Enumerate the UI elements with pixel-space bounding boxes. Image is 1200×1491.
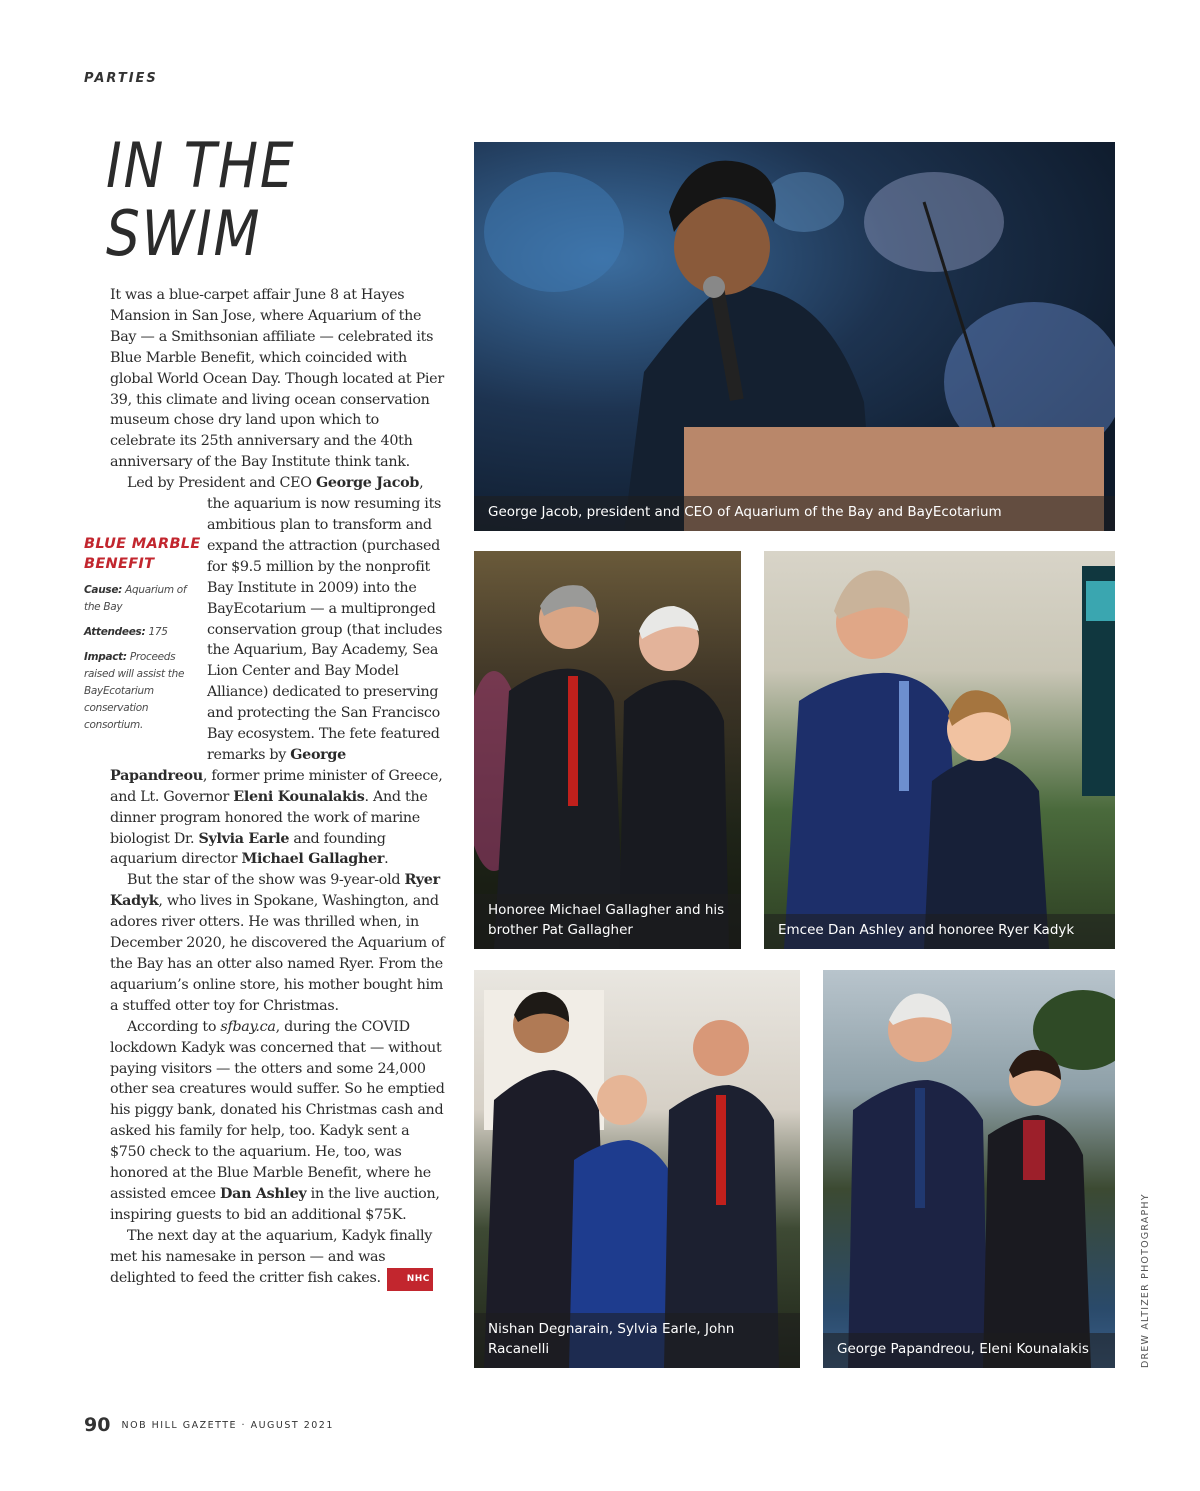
publication-name: NOB HILL GAZETTE · AUGUST 2021 bbox=[121, 1419, 334, 1431]
nhc-end-mark: NHC bbox=[387, 1268, 433, 1291]
headline-line-1: IN THE bbox=[106, 129, 296, 202]
info-sidebar bbox=[84, 494, 205, 756]
article-paragraph-2: Led by President and CEO George Jacob, bbox=[127, 475, 424, 492]
photo-illustration bbox=[764, 551, 1115, 949]
headline bbox=[106, 129, 390, 270]
article-paragraph-4: According to sfbay.ca, during the COVID lockdown Kadyk was concerned that — without paying visitors — the otters and some 24,000 other sea creatures would suffer. So he emptied his piggy bank, donated his Christmas cash and asked his family for help, too. Kadyk sent a $750 check to the aquarium. He, too, was honored at the Blue Marble Benefit, where he assisted emcee Dan Ashley in the live auction, inspiring guests to bid an additional $75K. bbox=[110, 1018, 445, 1223]
person-name: George Jacob bbox=[315, 475, 420, 492]
article-paragraph-3: But the star of the show was 9-year-old Ryer Kadyk, who lives in Spokane, Washington, and adores river otters. He was thrilled when, in December 2020, he discovered the Aquarium of the Bay has an otter also named Ryer. From the aquarium’s online store, his mother bought him a stuffed otter toy for Christmas. bbox=[110, 872, 445, 1014]
photo-illustration bbox=[474, 551, 741, 949]
headline-line-2: SWIM bbox=[106, 197, 262, 270]
photo-caption: Emcee Dan Ashley and honoree Ryer Kadyk bbox=[764, 914, 1115, 949]
photo-caption: George Jacob, president and CEO of Aquarium of the Bay and BayEcotarium bbox=[474, 496, 1115, 531]
photo-caption: Nishan Degnarain, Sylvia Earle, John Racanelli bbox=[474, 1313, 800, 1368]
photo-caption: Honoree Michael Gallagher and his brother Pat Gallagher bbox=[474, 894, 741, 949]
photo-caption: George Papandreou, Eleni Kounalakis bbox=[823, 1333, 1115, 1368]
photo-degnarain-earle-racanelli bbox=[474, 970, 800, 1368]
photo-george-jacob bbox=[474, 142, 1115, 531]
page-footer bbox=[84, 1414, 334, 1436]
photo-illustration bbox=[474, 142, 1115, 531]
sidebar-impact: Impact: Proceeds raised will assist the BayEcotarium conservation consortium. bbox=[84, 651, 185, 732]
article-paragraph-2-cont: the aquarium is now resuming its ambitious plan to transform and expand the attraction (purchased for $9.5 million by the nonprofit Bay Institute in 2009) into the BayEcotarium — a multipronged conservation group (that includes the Aquarium, Bay Academy, Sea Lion Center and Bay Model Alliance) dedicated to preserving and protecting the San Francisco Bay ecosystem. The fete featured remarks by George Papandreou, former prime minister of Greece, and Lt. Governor Eleni Kounalakis. And the dinner program honored the work of marine biologist Dr. Sylvia Earle and founding aquarium director Michael Gallagher. bbox=[110, 496, 443, 868]
article-paragraph-1: It was a blue-carpet affair June 8 at Hayes Mansion in San Jose, where Aquarium of the Bay — a Smithsonian affiliate — celebrated its Blue Marble Benefit, which coincided with global World Ocean Day. Though located at Pier 39, this climate and living ocean conservation museum chose dry land upon which to celebrate its 25th anniversary and the 40th anniversary of the Bay Institute think tank. bbox=[110, 287, 444, 471]
photo-credit: DREW ALTIZER PHOTOGRAPHY bbox=[1140, 1193, 1151, 1368]
page-number: 90 bbox=[84, 1414, 111, 1436]
sidebar-title: BLUE MARBLE BENEFIT bbox=[84, 536, 201, 573]
section-label: PARTIES bbox=[84, 71, 158, 86]
photo-illustration bbox=[474, 970, 800, 1368]
article-body bbox=[84, 285, 446, 1291]
photo-gallagher-brothers bbox=[474, 551, 741, 949]
article-paragraph-5: The next day at the aquarium, Kadyk finally met his namesake in person — and was delighted to feed the critter fish cakes. NHC bbox=[110, 1226, 446, 1291]
photo-illustration bbox=[823, 970, 1115, 1368]
sidebar-attendees: Attendees: 175 bbox=[84, 626, 168, 639]
sidebar-cause: Cause: Aquarium of the Bay bbox=[84, 584, 187, 614]
photo-papandreou-kounalakis bbox=[823, 970, 1115, 1368]
photo-dan-ashley-ryer-kadyk bbox=[764, 551, 1115, 949]
